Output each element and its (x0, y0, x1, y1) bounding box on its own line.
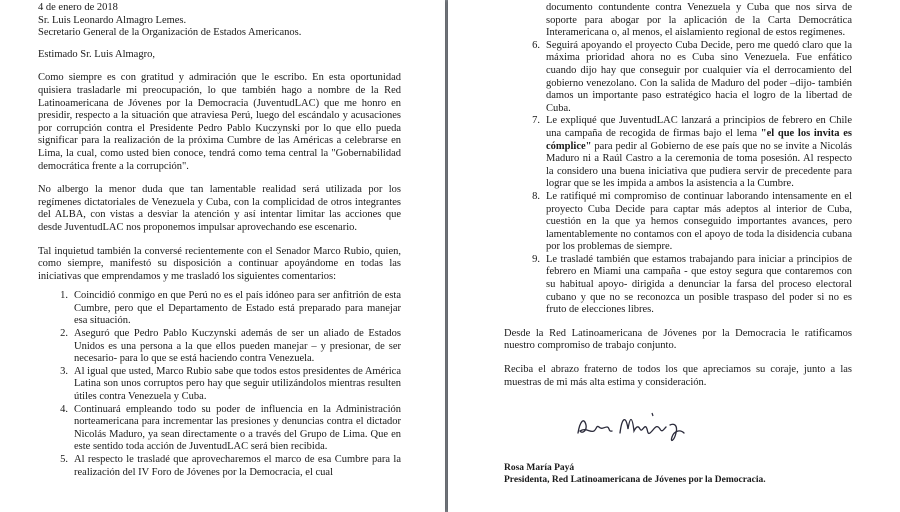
comments-list-continued (504, 2, 852, 317)
list-item-number: 4. (60, 403, 68, 415)
body-paragraph: Tal inquietud también la conversé recientemente con el Senador Marco Rubio, quien, como siempre, manifestó su disposición a continuar apoyándome en todas las iniciativas que emprendamos y me trasladó los siguientes comentarios: (38, 245, 401, 282)
campaign-slogan: "el que los invita es cómplice" (546, 127, 852, 152)
body-paragraph: Como siempre es con gratitud y admiración que le escribo. En esta oportunidad quisiera trasladarle mi preocupación, lo que también hago a nombre de la Red Latinoamericana de Jóvenes por la Democracia (JuventudLAC) que me honro en presidir, respecto a la situación que atraviesa Perú, luego del escándalo y acusaciones por corrupción contra el Presidente Pedro Pablo Kuczynski por lo que ello pueda significar para la realización de la próxima Cumbre de las Américas a celebrarse en Lima, la cual, como usted bien conoce, tendrá como tema central la "Gobernabilidad democrática frente a la corrupción". (38, 72, 401, 172)
list-item-text: Le ratifiqué mi compromiso de continuar laborando intensamente en el proyecto Cuba Decide para captar más adeptos al interior de Cuba, cuestión en la que ya hemos conseguido importantes avances, pero lamentablemente no contamos con el apoyo de toda la disidencia cubana por los problemas de siempre. (546, 190, 852, 253)
list-item-number: 1. (60, 290, 68, 302)
list-item-text: documento contundente contra Venezuela y Cuba que nos sirva de soporte para abogar por la aplicación de la Carta Democrática Interamericana o, al menos, el aislamiento regional de estos regímenes. (546, 2, 852, 39)
salutation: Estimado Sr. Luis Almagro, (38, 48, 155, 60)
handwritten-signature (574, 403, 694, 447)
letter-date: 4 de enero de 2018 (38, 2, 118, 13)
letter-page-2 (448, 0, 900, 512)
list-item-text: Al respecto le trasladé que aprovecharemos el marco de esa Cumbre para la realización del IV Foro de Jóvenes por la Democracia, el cual (74, 454, 401, 478)
list-item (52, 454, 401, 479)
list-item (524, 191, 852, 254)
list-item-text: Coincidió conmigo en que Perú no es el país idóneo para ser anfitrión de esta Cumbre, pero que el Departamento de Estado está preparado para manejar esa situación. (74, 290, 401, 327)
list-item (52, 290, 401, 328)
list-item-text: Le trasladé también que estamos trabajando para iniciar a principios de febrero en Miami una campaña - que estoy segura que contaremos con su habitual apoyo- dirigida a denunciar la farsa del proceso electoral cubano y que no se reconozca un posible traspaso del poder si no es fruto de elecciones libres. (546, 253, 852, 316)
list-item (524, 254, 852, 317)
closing-paragraph: Reciba el abrazo fraterno de todos los que apreciamos su coraje, junto a las muestras de mi más alta estima y consideración. (504, 364, 852, 388)
list-item-number: 9. (532, 253, 540, 265)
list-item (52, 328, 401, 366)
closing-paragraph: Desde la Red Latinoamericana de Jóvenes por la Democracia le ratificamos nuestro compromiso de trabajo conjunto. (504, 327, 852, 352)
body-paragraph: No albergo la menor duda que tan lamentable realidad será utilizada por los regímenes dictatoriales de Venezuela y Cuba, con la complicidad de otros integrantes del ALBA, con vistas a desviar la atención y así intentar limitar las acciones que desde JuventudLAC nos proponemos impulsar aprovechando ese escenario. (38, 184, 401, 233)
list-item (52, 404, 401, 454)
signer-name: Rosa María Payá (504, 463, 575, 474)
list-item-text: Le expliqué que JuventudLAC lanzará a principios de febrero en Chile una campaña de recogida de firmas bajo el lema "el que los invita es cómplice" para pedir al Gobierno de ese país que no se invite a Nicolás Maduro ni a Raúl Castro a la ceremonia de toma posesión. Al respecto la considero una buena iniciativa que pudiera servir de precedente para lograr que se les impida a ambos la asistencia a la Cumbre. (546, 115, 852, 190)
list-item-number: 7. (532, 115, 540, 127)
recipient-name: Sr. Luis Leonardo Almagro Lemes. (38, 14, 187, 26)
list-item-text: Al igual que usted, Marco Rubio sabe que todos estos presidentes de América Latina son unos corruptos pero hay que seguir utilizándolos mientras resulten útiles contra Venezuela y Cuba. (74, 365, 401, 403)
list-item-number: 3. (60, 365, 68, 377)
list-item-text: Continuará empleando todo su poder de influencia en la Administración norteamericana para incrementar las presiones y denuncias contra el dictador Nicolás Maduro, ya sean directamente o a través del Grupo de Lima. Que en este sentido toda acción de JuventudLAC será bien recibida. (74, 403, 401, 453)
list-item-number: 5. (60, 454, 68, 465)
list-item-number: 2. (60, 328, 68, 340)
list-item (524, 40, 852, 116)
list-item-text: Seguirá apoyando el proyecto Cuba Decide, pero me quedó claro que la máxima prioridad ahora no es Cuba sino Venezuela. Fue enfático cuando dijo hay que conseguir por cualquier vía el derrocamiento del gobierno venezolano. Con la salida de Maduro del poder –dijo- también damos un importante paso estratégico hacia el logro de la libertad de Cuba. (546, 39, 852, 114)
recipient-title: Secretario General de la Organización de Estados Americanos. (38, 27, 302, 39)
comments-list (38, 290, 401, 479)
list-item-text: Aseguró que Pedro Pablo Kuczynski además de ser un aliado de Estados Unidos es una persona a la que ellos pueden manejar – y presionar, de ser necesario- para lo que se está haciendo contra Venezuela. (74, 328, 401, 365)
list-item (524, 115, 852, 191)
list-item-number: 6. (532, 39, 540, 51)
list-item-continued (524, 2, 852, 40)
signer-title: Presidenta, Red Latinoamericana de Jóvenes por la Democracia. (504, 475, 766, 486)
list-item (52, 366, 401, 404)
list-item-number: 8. (532, 190, 540, 202)
letter-page-1 (0, 0, 445, 512)
